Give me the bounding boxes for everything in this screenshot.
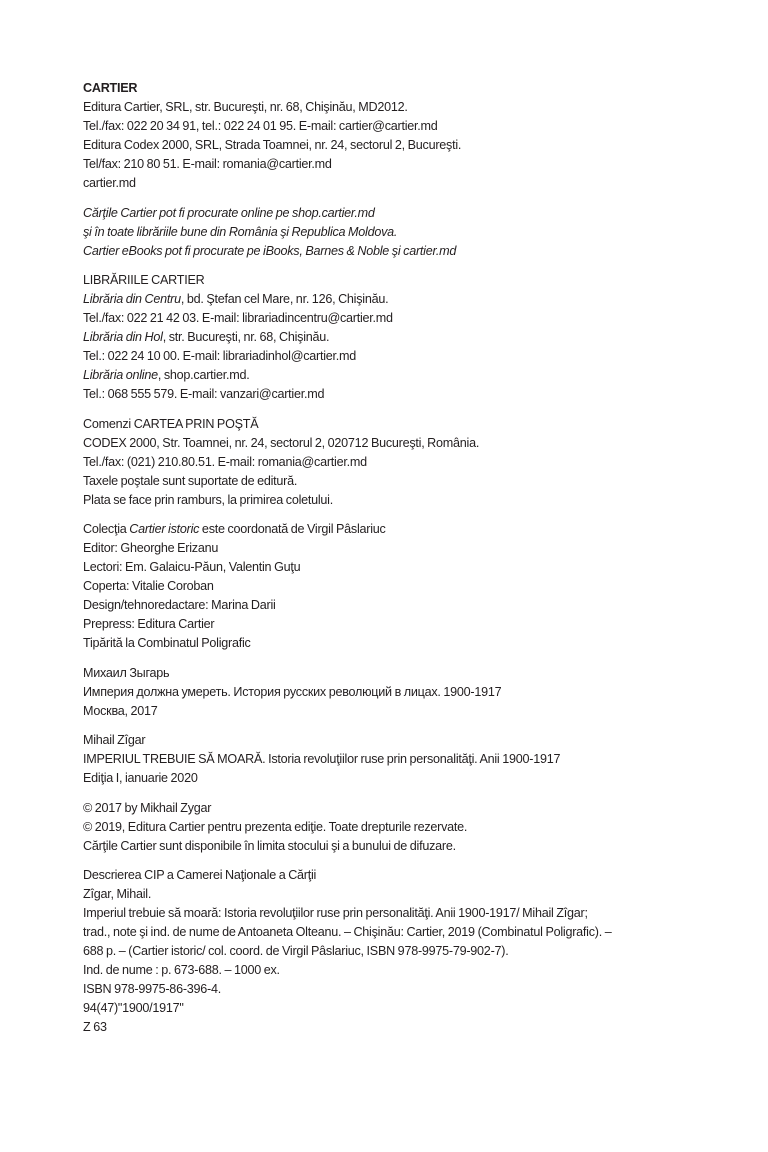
text-line xyxy=(83,634,723,653)
text-line xyxy=(83,731,723,750)
cip-description xyxy=(83,866,723,1037)
text-segment: Taxele poştale sunt suportate de editură. xyxy=(83,473,298,488)
text-segment: Comenzi CARTEA PRIN POŞTĂ xyxy=(83,416,259,431)
text-segment: Descrierea CIP a Camerei Naţionale a Cărţii xyxy=(83,868,317,882)
text-segment: Tel.: 022 24 10 00. E-mail: librariadinhol@cartier.md xyxy=(83,349,357,363)
text-segment: 688 p. – (Cartier istoric/ col. coord. de Virgil Pâslariuc, ISBN 978-9975-79-902-7). xyxy=(83,944,509,958)
text-line xyxy=(83,366,723,385)
text-segment: Mihail Zîgar xyxy=(83,733,146,747)
text-line xyxy=(83,980,723,999)
text-line xyxy=(83,328,723,347)
text-line xyxy=(83,683,723,702)
text-line xyxy=(83,204,723,223)
italic-text: Librăria din Centru xyxy=(83,292,181,306)
text-segment: Ediţia I, ianuarie 2020 xyxy=(83,771,198,785)
text-segment: Imperiul trebuie să moară: Istoria revoluţiilor ruse prin personalităţi. Anii 1900-1917/ Mihail Zîgar; xyxy=(83,906,588,920)
text-line xyxy=(83,453,723,472)
text-line xyxy=(83,242,723,261)
text-line xyxy=(83,999,723,1018)
text-segment: , shop.cartier.md. xyxy=(157,368,250,382)
text-segment: Tel/fax: 210 80 51. E-mail: romania@cartier.md xyxy=(83,157,332,171)
text-line xyxy=(83,223,723,242)
text-segment: Editura Codex 2000, SRL, Strada Toamnei, nr. 24, sectorul 2, Bucureşti. xyxy=(83,138,462,152)
text-line xyxy=(83,98,723,117)
text-line xyxy=(83,961,723,980)
text-line xyxy=(83,309,723,328)
text-line xyxy=(83,837,723,856)
text-line xyxy=(83,923,723,942)
text-line xyxy=(83,79,723,98)
text-segment: , str. Bucureşti, nr. 68, Chişinău. xyxy=(162,330,330,344)
text-segment: trad., note şi ind. de nume de Antoaneta Olteanu. – Chişinău: Cartier, 2019 (Combinatul Poligrafic). – xyxy=(83,925,612,939)
text-segment: © 2019, Editura Cartier pentru prezenta ediţie. Toate drepturile rezervate. xyxy=(83,819,468,834)
text-segment: este coordonată de Virgil Pâslariuc xyxy=(199,522,386,536)
italic-text: Cărţile Cartier pot fi procurate online pe shop.cartier.md xyxy=(83,205,375,220)
text-line xyxy=(83,271,723,290)
text-segment: Editura Cartier, SRL, str. Bucureşti, nr. 68, Chişinău, MD2012. xyxy=(83,100,408,114)
text-segment: Editor: Gheorghe Erizanu xyxy=(83,541,219,555)
text-segment: Tel./fax: (021) 210.80.51. E-mail: romania@cartier.md xyxy=(83,454,367,469)
text-line xyxy=(83,596,723,615)
publisher-info xyxy=(83,79,723,193)
text-line xyxy=(83,702,723,721)
text-segment: Tel./fax: 022 20 34 91, tel.: 022 24 01 95. E-mail: cartier@cartier.md xyxy=(83,119,438,133)
text-line xyxy=(83,799,723,818)
heading-text: CARTIER xyxy=(83,81,138,95)
text-segment: LIBRĂRIILE CARTIER xyxy=(83,273,205,287)
copyright xyxy=(83,799,723,856)
text-line xyxy=(83,866,723,885)
mail-orders xyxy=(83,415,723,510)
romanian-edition xyxy=(83,731,723,788)
text-line xyxy=(83,347,723,366)
text-segment: Zîgar, Mihail. xyxy=(83,887,152,901)
text-segment: Prepress: Editura Cartier xyxy=(83,617,215,631)
bookstores xyxy=(83,271,723,404)
text-segment: Ind. de nume : p. 673-688. – 1000 ex. xyxy=(83,963,280,977)
text-line xyxy=(83,664,723,683)
text-segment: Design/tehnoredactare: Marina Darii xyxy=(83,598,276,612)
text-line xyxy=(83,472,723,491)
text-segment: , bd. Ştefan cel Mare, nr. 126, Chişinău. xyxy=(180,292,389,306)
text-line xyxy=(83,491,723,510)
italic-text: Cartier eBooks pot fi procurate pe iBooks, Barnes & Noble şi cartier.md xyxy=(83,243,457,258)
text-segment: cartier.md xyxy=(83,176,136,190)
text-line xyxy=(83,558,723,577)
text-segment: IMPERIUL TREBUIE SĂ MOARĂ. Istoria revoluţiilor ruse prin personalităţi. Anii 1900-1917 xyxy=(83,752,561,766)
text-line xyxy=(83,539,723,558)
text-line xyxy=(83,155,723,174)
italic-text: Librăria online xyxy=(83,368,158,382)
text-segment: Plata se face prin ramburs, la primirea coletului. xyxy=(83,492,333,507)
text-segment: Lectori: Em. Galaicu-Păun, Valentin Guţu xyxy=(83,560,301,574)
text-segment: Tel./fax: 022 21 42 03. E-mail: librariadincentru@cartier.md xyxy=(83,311,393,325)
text-line xyxy=(83,885,723,904)
text-line xyxy=(83,117,723,136)
text-segment: © 2017 by Mikhail Zygar xyxy=(83,800,212,815)
text-segment: Империя должна умереть. История русских революций в лицах. 1900-1917 xyxy=(83,684,502,699)
text-line xyxy=(83,174,723,193)
text-line xyxy=(83,1018,723,1037)
text-segment: Cărţile Cartier sunt disponibile în limita stocului şi a bunului de difuzare. xyxy=(83,838,456,853)
text-line xyxy=(83,136,723,155)
text-line xyxy=(83,818,723,837)
text-segment: 94(47)"1900/1917" xyxy=(83,1001,184,1015)
text-line xyxy=(83,520,723,539)
text-line xyxy=(83,434,723,453)
italic-text: Cartier istoric xyxy=(129,522,200,536)
text-line xyxy=(83,415,723,434)
online-purchase-note xyxy=(83,204,723,261)
text-segment: Z 63 xyxy=(83,1020,107,1034)
text-segment: Coperta: Vitalie Coroban xyxy=(83,579,214,593)
text-segment: Tel.: 068 555 579. E-mail: vanzari@cartier.md xyxy=(83,387,325,401)
text-line xyxy=(83,942,723,961)
text-segment: Tipărită la Combinatul Poligrafic xyxy=(83,636,251,650)
text-segment: Михаил Зыгарь xyxy=(83,665,170,680)
text-segment: ISBN 978-9975-86-396-4. xyxy=(83,982,221,996)
text-line xyxy=(83,290,723,309)
text-segment: Москва, 2017 xyxy=(83,703,158,718)
text-line xyxy=(83,904,723,923)
original-edition xyxy=(83,664,723,721)
copyright-page xyxy=(83,79,723,1048)
italic-text: şi în toate librăriile bune din România şi Republica Moldova. xyxy=(83,224,398,239)
text-line xyxy=(83,769,723,788)
text-segment: Colecţia xyxy=(83,522,130,536)
credits xyxy=(83,520,723,653)
text-segment: CODEX 2000, Str. Toamnei, nr. 24, sectorul 2, 020712 Bucureşti, România. xyxy=(83,435,480,450)
text-line xyxy=(83,577,723,596)
italic-text: Librăria din Hol xyxy=(83,330,163,344)
text-line xyxy=(83,750,723,769)
text-line xyxy=(83,615,723,634)
text-line xyxy=(83,385,723,404)
